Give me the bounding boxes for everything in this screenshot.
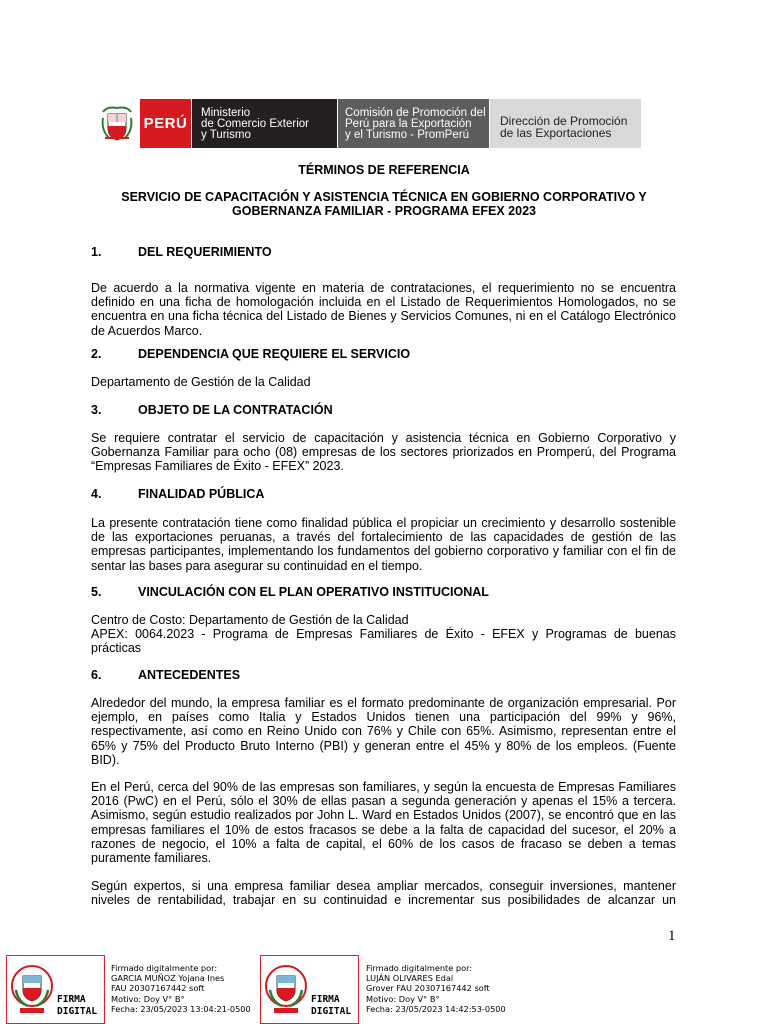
peru-seal-icon	[264, 960, 308, 1018]
signature-line: GARCIA MUÑOZ Yojana Ines	[111, 973, 225, 984]
paragraph-finalidad: La presente contratación tiene como finalidad pública el propiciar un crecimiento y desarrollo sostenible de las exportaciones peruanas, a través del fortalecimiento de las capacidades de gestión de las empresas participantes, implementando los fundamentos del gobierno corporativo y familiar con el fin de sentar las bases para asegurar su continuidad en el tiempo.	[91, 516, 676, 573]
direction-line: de las Exportaciones	[500, 126, 612, 140]
section-number: 6.	[91, 668, 102, 682]
paragraph-antecedentes-1: Alrededor del mundo, la empresa familiar es el formato predominante de organización empresarial. Por ejemplo, en países como Italia y Estados Unidos tienen una participación del 99% y 96%, respectivamente, así como en Reino Unido con 76% y Chile con 65%. Asimismo, representan entre el 65% y 75% del Producto Bruto Interno (PBI) y generan entre el 45% y 80% de los empleos. (Fuente BID).	[91, 696, 676, 767]
peru-coat-of-arms-icon	[94, 99, 140, 148]
section-number: 2.	[91, 347, 102, 361]
ministry-line: Ministerio	[201, 107, 251, 119]
firma-digital-label: FIRMA DIGITAL	[311, 994, 352, 1017]
paragraph-centro-costo: Centro de Costo: Departamento de Gestión de la Calidad	[91, 613, 409, 627]
ministry-label	[191, 99, 337, 148]
signature-line: Firmado digitalmente por:	[366, 963, 473, 973]
section-heading-2	[91, 347, 410, 361]
direction-label	[489, 99, 641, 148]
section-number: 3.	[91, 403, 102, 417]
promperu-line: Comisión de Promoción del	[345, 107, 486, 119]
promperu-line: y el Turismo - PromPerú	[345, 129, 469, 141]
section-heading-1	[91, 245, 272, 259]
institutional-header	[94, 99, 641, 148]
direction-line: Dirección de Promoción	[500, 114, 628, 128]
document-subtitle-line2: GOBERNANZA FAMILIAR - PROGRAMA EFEX 2023	[232, 204, 536, 218]
section-title: OBJETO DE LA CONTRATACIÓN	[138, 403, 333, 417]
signature-line: LUJÁN OLIVARES Edal	[366, 973, 454, 984]
signature-details-2	[366, 963, 506, 1014]
page-number: 1	[668, 928, 676, 944]
paragraph-antecedentes-3: Según expertos, si una empresa familiar desea ampliar mercados, conseguir inversiones, mantener niveles de rentabilidad, trabajar en su continuidad e incrementar sus posibilidades de alcanzar un	[91, 879, 676, 908]
section-title: VINCULACIÓN CON EL PLAN OPERATIVO INSTITUCIONAL	[138, 585, 489, 599]
peru-seal-icon	[10, 960, 54, 1018]
section-heading-6	[91, 668, 240, 682]
section-title: FINALIDAD PÚBLICA	[138, 487, 265, 501]
promperu-label	[337, 99, 489, 148]
paragraph-objeto: Se requiere contratar el servicio de capacitación y asistencia técnica en Gobierno Corporativo y Gobernanza Familiar para ocho (08) empresas de los sectores priorizados en Promperú, del Programa “Empresas Familiares de Éxito - EFEX” 2023.	[91, 431, 676, 474]
section-title: DEPENDENCIA QUE REQUIERE EL SERVICIO	[138, 347, 411, 361]
section-heading-3	[91, 403, 333, 417]
signature-line: FAU 20307167442 soft	[111, 983, 205, 994]
signature-line: Grover FAU 20307167442 soft	[366, 983, 490, 994]
paragraph-dependencia: Departamento de Gestión de la Calidad	[91, 375, 311, 389]
paragraph-apex: APEX: 0064.2023 - Programa de Empresas Familiares de Éxito - EFEX y Programas de buenas prácticas	[91, 627, 676, 656]
ministry-line: y Turismo	[201, 129, 251, 141]
paragraph-requerimiento: De acuerdo a la normativa vigente en materia de contrataciones, el requerimiento no se encuentra definido en una ficha de homologación incluida en el Listado de Requerimientos Homologados, no se encuentra en una ficha técnica del Listado de Bienes y Servicios Comunes, ni en el Catálogo Electrónico de Acuerdos Marco.	[91, 281, 676, 338]
signature-stamp-1	[6, 955, 105, 1024]
section-number: 4.	[91, 487, 102, 501]
signature-stamp-2	[260, 955, 359, 1024]
ministry-line: de Comercio Exterior	[201, 118, 310, 130]
signature-line: Motivo: Doy V° B°	[111, 993, 185, 1004]
signature-details-1	[111, 963, 251, 1014]
signature-line: Fecha: 23/05/2023 13:04:21-0500	[111, 1003, 251, 1014]
section-title: DEL REQUERIMIENTO	[138, 245, 272, 259]
promperu-line: Perú para la Exportación	[345, 118, 472, 130]
document-subtitle-line1: SERVICIO DE CAPACITACIÓN Y ASISTENCIA TÉCNICA EN GOBIERNO CORPORATIVO Y	[121, 190, 647, 204]
section-number: 5.	[91, 585, 102, 599]
signature-line: Firmado digitalmente por:	[111, 963, 218, 973]
section-number: 1.	[91, 245, 102, 259]
signature-line: Motivo: Doy V° B°	[366, 993, 440, 1004]
signature-line: Fecha: 23/05/2023 14:42:53-0500	[366, 1003, 506, 1014]
document-title: TÉRMINOS DE REFERENCIA	[298, 163, 470, 177]
firma-digital-label: FIRMA DIGITAL	[57, 994, 98, 1017]
section-title: ANTECEDENTES	[138, 668, 241, 682]
peru-brand-label: PERÚ	[140, 99, 191, 148]
section-heading-5	[91, 585, 489, 599]
paragraph-antecedentes-2: En el Perú, cerca del 90% de las empresas son familiares, y según la encuesta de Empresas Familiares 2016 (PwC) en el Perú, sólo el 30% de ellas pasan a segunda generación y apenas el 15% a tercera. Asimismo, según estudio realizados por John L. Ward en Estados Unidos (2007), se encontró que en las empresas familiares el 10% de estos fracasos se debe a la falta de capacidad del sucesor, el 20% a razones de negocio, el 10% a falta de capital, el 60% de los casos de fracaso se deben a temas puramente familiares.	[91, 780, 676, 866]
section-heading-4	[91, 487, 264, 501]
